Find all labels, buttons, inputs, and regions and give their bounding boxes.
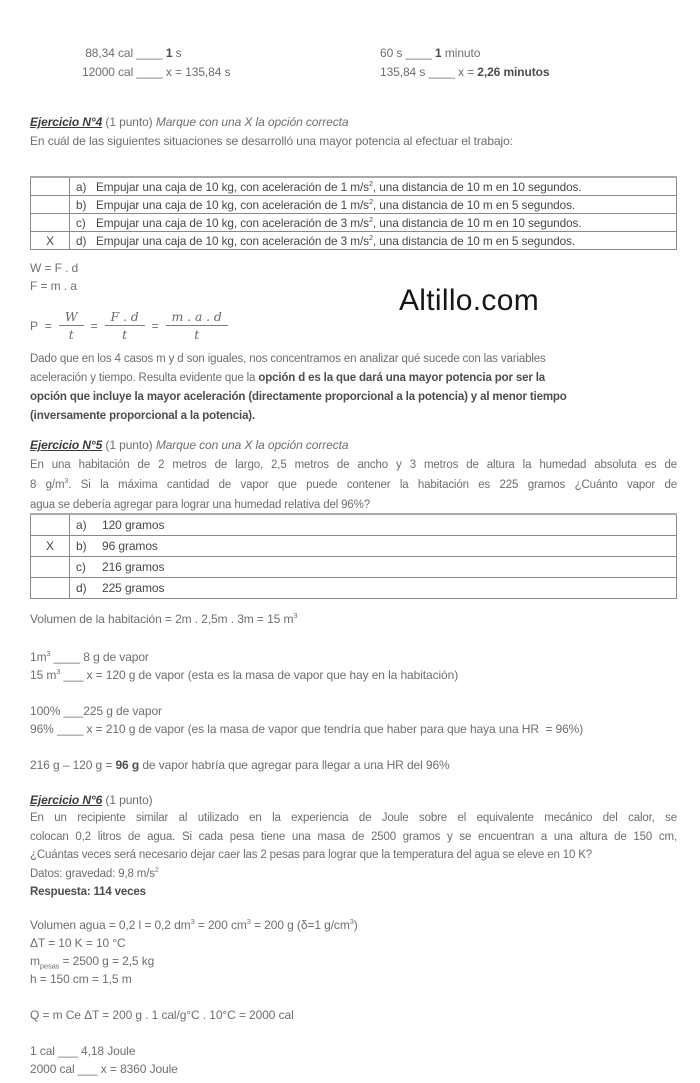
table-row: [31, 557, 677, 578]
answer-mark-cell: [31, 578, 70, 599]
formula-power-lead: P: [30, 318, 38, 333]
question-line: colocan 0,2 litros de agua. Si cada pesa tiene una masa de 2500 gramos y se encuentran a una altura de 150 cm,: [30, 830, 677, 843]
option-text: Empujar una caja de 10 kg, con aceleración de 3 $m/s^2$, una distancia de 10 m en 5 segundos.: [96, 232, 576, 248]
calc-delta-t: ΔT = 10 K = 10 °C: [30, 936, 126, 950]
answer-mark-cell: [31, 557, 70, 578]
formula-power: [30, 309, 228, 342]
equals-sign: =: [44, 318, 52, 333]
question-line: agua se debería agregar para lograr una humedad relativa del 96%?: [30, 499, 370, 511]
conversion-line: 60 s ____ 1 minuto: [380, 46, 481, 60]
calc-joule-rule2: 2000 cal ___ x = 8360 Joule: [30, 1062, 178, 1076]
option-cell: [70, 578, 677, 599]
answer-mark-cell: [31, 214, 70, 232]
option-cell: [70, 214, 677, 232]
calc-result: 216 g – 120 g = 96 g de vapor habría que agregar para llegar a una HR del 96%: [30, 758, 450, 772]
fraction-numerator: W: [59, 309, 84, 326]
option-cell: [70, 557, 677, 578]
option-label: b): [76, 539, 87, 553]
option-cell: [70, 514, 677, 536]
fraction-numerator: F . d: [105, 309, 145, 326]
option-label: b): [76, 197, 87, 212]
option-text: Empujar una caja de 10 kg, con aceleración de 1 $m/s^2$, una distancia de 10 m en 5 segundos.: [96, 196, 576, 212]
answer-mark-cell: X: [31, 536, 70, 557]
option-label: a): [76, 518, 87, 532]
conversion-line: 135,84 s ____ x = 2,26 minutos: [380, 65, 550, 79]
question-line: ¿Cuántas veces será necesario dejar caer las 2 pesas para lograr que la temperatura del agua se eleve en 10 K?: [30, 849, 593, 861]
option-text: Empujar una caja de 10 kg, con aceleración de 3 $m/s^2$, una distancia de 10 m en 10 segundos.: [96, 214, 582, 230]
calc-hr-rule1: 100% ___225 g de vapor: [30, 704, 162, 718]
answer-mark-cell: [31, 196, 70, 214]
conversion-line: 88,34 cal ____ 1 s: [82, 46, 182, 60]
option-cell: [70, 536, 677, 557]
fraction: [105, 309, 145, 342]
question-line: En un recipiente similar al utilizado en la experiencia de Joule sobre el equivalente mecánico del calor, se: [30, 812, 677, 824]
exercise-5-heading: Ejercicio N°5 (1 punto) Marque con una X la opción correcta: [30, 438, 349, 452]
answer-mark-cell: X: [31, 232, 70, 250]
exercise-5-question: [30, 455, 677, 515]
table-row: [31, 214, 677, 232]
calc-joule-rule1: 1 cal ___ 4,18 Joule: [30, 1044, 136, 1058]
calc-water-volume: Volumen agua = 0,2 l = 0,2 $dm^3 = 200$ $cm^3 = 200$ g (δ=1 $g/cm^3$): [30, 917, 358, 932]
exercise-6-question: [30, 809, 677, 902]
table-row: [31, 177, 677, 196]
calc-height: h = 150 cm = 1,5 m: [30, 972, 132, 986]
exercise-6-heading: Ejercicio N°6 (1 punto): [30, 793, 153, 807]
equals-sign: =: [90, 318, 98, 333]
datos-line: Datos: gravedad: 9,8 $m/s^2$: [30, 865, 159, 880]
calc-vapor-rule2: 15 $m^3$ ___ x = 120 g de vapor (esta es la masa de vapor que hay en la habitación): [30, 667, 459, 682]
exercise-4-options-table: [30, 176, 677, 250]
fraction-denominator: t: [194, 327, 200, 342]
question-line: 8 $g/m^3$. Si la máxima cantidad de vapor que puede contener la habitación es 225 gramos ¿Cuánto vapor de: [30, 477, 677, 491]
equals-sign: =: [151, 318, 159, 333]
explanation-line: Dado que en los 4 casos m y d son iguales, nos concentramos en analizar qué sucede con las variables: [30, 353, 546, 365]
explanation-line: aceleración y tiempo. Resulta evidente que la opción d es la que dará una mayor potencia por ser la: [30, 372, 546, 384]
option-cell: [70, 196, 677, 214]
fraction-denominator: t: [68, 327, 74, 342]
option-text: 96 gramos: [102, 539, 158, 553]
option-label: a): [76, 179, 87, 194]
conversion-line: 12000 cal ____ x = 135,84 s: [82, 65, 231, 79]
fraction-numerator: m . a . d: [166, 309, 228, 326]
calc-mass-weights: $m_{pesas} = 2500$ g = 2,5 kg: [30, 954, 155, 971]
answer-mark-cell: [31, 514, 70, 536]
option-cell: [70, 232, 677, 250]
exercise-5-options-table: [30, 513, 677, 599]
option-cell: [70, 177, 677, 196]
option-label: d): [76, 233, 87, 248]
option-label: d): [76, 581, 87, 595]
calc-hr-rule2: 96% ____ x = 210 g de vapor (es la masa de vapor que tendría que haber para que haya una HR = 96%): [30, 722, 584, 736]
calc-vapor-rule1: $1m^3$ ____ 8 g de vapor: [30, 649, 149, 664]
fraction: [59, 309, 84, 342]
calc-heat: Q = m Ce ΔT = 200 g . 1 cal/g°C . 10°C = 2000 cal: [30, 1008, 294, 1022]
option-text: 120 gramos: [102, 518, 165, 532]
conversion-block-left: [82, 44, 230, 82]
option-label: c): [76, 215, 86, 230]
respuesta-line: Respuesta: 114 veces: [30, 886, 146, 898]
exercise-4-question: En cuál de las siguientes situaciones se desarrolló una mayor potencia al efectuar el trabajo:: [30, 134, 513, 148]
formula-force: F = m . a: [30, 279, 77, 293]
explanation-line: opción que incluye la mayor aceleración (directamente proporcional a la potencia) y al menor tiempo: [30, 391, 567, 403]
formula-work: W = F . d: [30, 261, 79, 275]
table-row: [31, 536, 677, 557]
calc-room-volume: Volumen de la habitación = 2m . 2,5m . 3m = 15 $m^3$: [30, 611, 298, 626]
answer-mark-cell: [31, 177, 70, 196]
question-line: En una habitación de 2 metros de largo, 2,5 metros de ancho y 3 metros de altura la humedad absoluta es de: [30, 459, 677, 471]
option-text: 225 gramos: [102, 581, 165, 595]
fraction: [166, 309, 228, 342]
option-label: c): [76, 560, 86, 574]
watermark-text: Altillo.com: [399, 284, 539, 317]
fraction-denominator: t: [122, 327, 128, 342]
explanation-line: (inversamente proporcional a la potencia).: [30, 410, 256, 422]
table-row: [31, 232, 677, 250]
option-text: Empujar una caja de 10 kg, con aceleración de 1 $m/s^2$, una distancia de 10 m en 10 segundos.: [96, 178, 582, 194]
table-row: [31, 578, 677, 599]
option-text: 216 gramos: [102, 560, 165, 574]
exercise-4-explanation: [30, 350, 677, 426]
exercise-4-heading: Ejercicio N°4 (1 punto) Marque con una X la opción correcta: [30, 115, 349, 129]
table-row: [31, 514, 677, 536]
table-row: [31, 196, 677, 214]
conversion-block-right: [380, 44, 549, 82]
